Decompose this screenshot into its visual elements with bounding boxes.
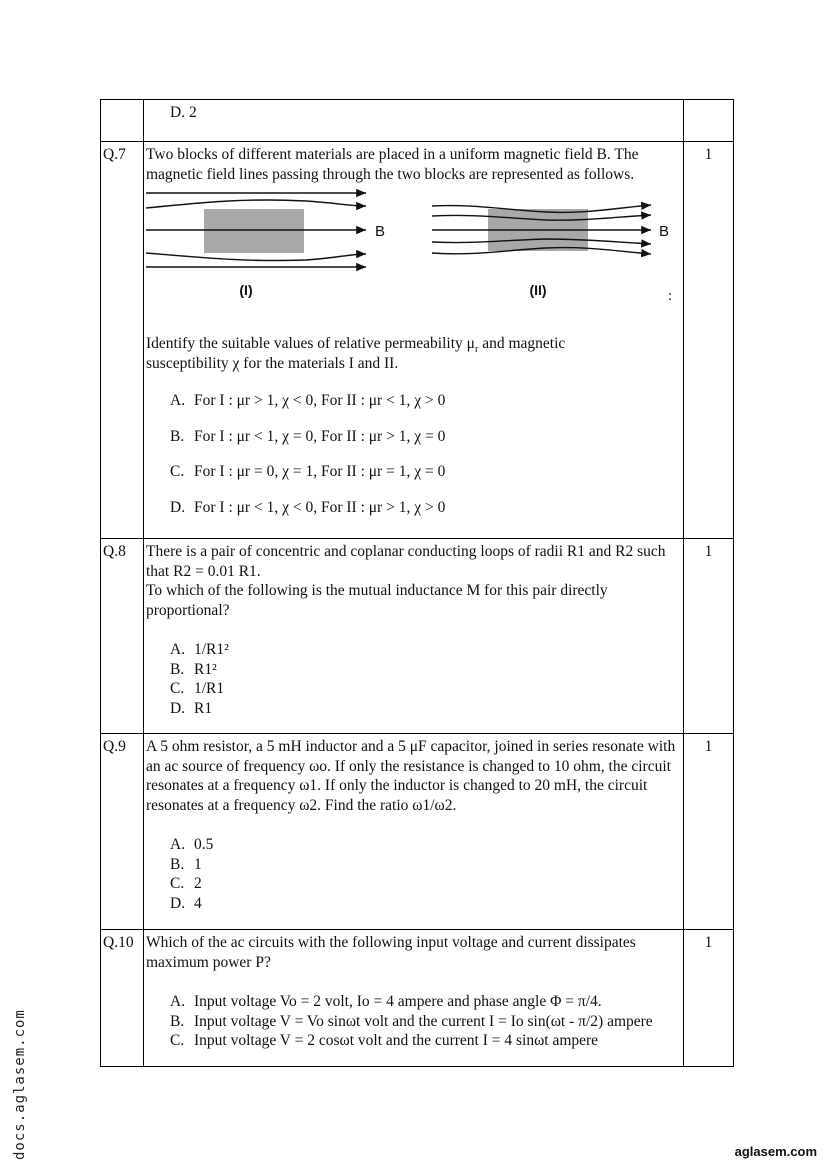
question-prompt: Identify the suitable values of relative permeability $\mu_r$ and magnetic	[146, 335, 566, 356]
marks: 1	[684, 539, 734, 734]
magnetic-field-figure	[146, 184, 680, 334]
options-list	[146, 391, 680, 517]
question-prompt: To which of the following is the mutual inductance M for this pair directly proportional?	[146, 582, 608, 619]
table-row	[101, 734, 734, 930]
corner-watermark: aglasem.com	[734, 1144, 817, 1159]
option-a: A. 0.5	[170, 836, 214, 853]
marks: 1	[684, 734, 734, 930]
option-a: A. For I : μr > 1, χ < 0, For II : μr < 1, χ > 0	[170, 392, 446, 409]
question-number: Q.10	[101, 930, 144, 1067]
options-list	[146, 835, 680, 913]
question-body	[144, 539, 684, 734]
question-stem: Two blocks of different materials are placed in a uniform magnetic field B. The magnetic field lines passing through the two blocks are represented as follows.	[146, 146, 639, 183]
option-b: B. R1²	[170, 660, 217, 678]
marks: 1	[684, 930, 734, 1067]
table-row	[101, 142, 734, 539]
option-c: C. Input voltage V = 2 cosωt volt and the current I = 4 sinωt ampere	[170, 1032, 599, 1049]
marks: 1	[684, 142, 734, 539]
figure-label-ii: (II)	[529, 282, 547, 298]
table-row	[101, 539, 734, 734]
option-d: D. For I : μr < 1, χ < 0, For II : μr > 1, χ > 0	[170, 498, 446, 516]
table-row	[101, 100, 734, 142]
options-list	[146, 640, 680, 718]
option-b: B. For I : μr < 1, χ = 0, For II : μr > 1, χ = 0	[170, 427, 446, 445]
question-number: Q.7	[101, 142, 144, 539]
option-d: D. 2	[170, 104, 197, 121]
marks-cell	[684, 100, 734, 142]
question-stem: A 5 ohm resistor, a 5 mH inductor and a 5 μF capacitor, joined in series resonate with an ac source of frequency ωo. If only the resistance is changed to 10 ohm, the circuit resonates at a frequency ω1. If only the inductor is changed to 20 mH, the circuit resonates at a frequency ω2. Find the ratio ω1/ω2.	[146, 738, 676, 814]
options-list	[146, 992, 680, 1051]
question-body	[144, 930, 684, 1067]
question-stem: There is a pair of concentric and coplanar conducting loops of radii R1 and R2 such that R2 = 0.01 R1.	[146, 543, 666, 580]
table-row	[101, 930, 734, 1067]
question-stem: Which of the ac circuits with the following input voltage and current dissipates maximum power P?	[146, 934, 636, 971]
question-number: Q.8	[101, 539, 144, 734]
option-d: D. R1	[170, 699, 213, 717]
question-body	[144, 142, 684, 539]
question-number-cell	[101, 100, 144, 142]
option-c: C. For I : μr = 0, χ = 1, For II : μr = 1, χ = 0	[170, 463, 446, 480]
field-lines-diagram	[146, 184, 680, 334]
question-prompt-line2: susceptibility χ for the materials I and II.	[146, 354, 399, 372]
option-b: B. 1	[170, 855, 202, 873]
side-watermark: docs.aglasem.com	[12, 1009, 28, 1160]
question-body-cell	[144, 100, 684, 142]
option-a: A. 1/R1²	[170, 641, 229, 658]
question-body	[144, 734, 684, 930]
field-label-b-ii: B	[659, 223, 670, 240]
figure-label-i: (I)	[239, 282, 253, 298]
option-c: C. 2	[170, 875, 202, 892]
option-c: C. 1/R1	[170, 680, 225, 697]
figure-colon: :	[668, 288, 673, 304]
option-d: D. 4	[170, 894, 202, 912]
block-i	[204, 209, 304, 253]
question-table	[100, 99, 734, 1067]
option-b: B. Input voltage V = Vo sinωt volt and the current I = Io sin(ωt - π/2) ampere	[170, 1012, 653, 1030]
option-a: A. Input voltage Vo = 2 volt, Io = 4 ampere and phase angle Φ = π/4.	[170, 993, 602, 1010]
field-label-b-i: B	[375, 223, 386, 240]
field-lines-i	[146, 193, 366, 267]
question-number: Q.9	[101, 734, 144, 930]
